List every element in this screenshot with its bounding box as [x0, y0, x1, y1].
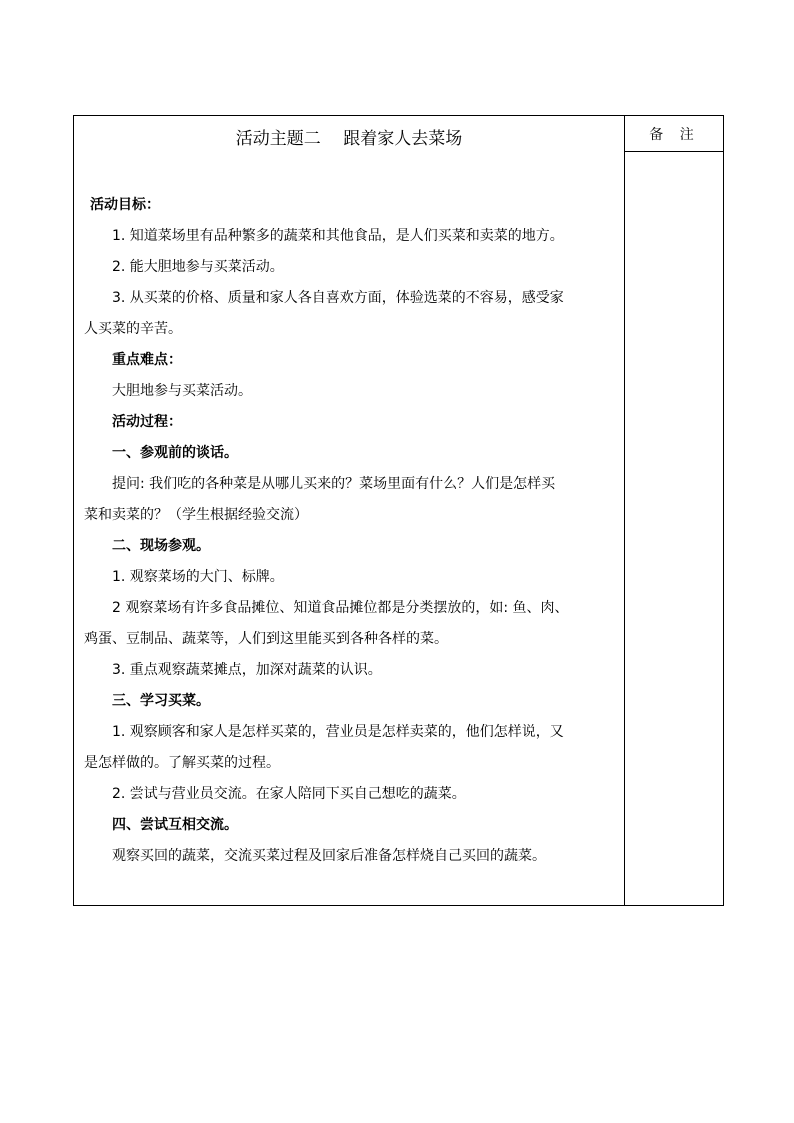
- remarks-header: 备 注: [649, 126, 700, 143]
- step-3-heading: 三、学习买菜。: [112, 693, 210, 709]
- process-heading: 活动过程：: [112, 414, 182, 430]
- step-4-heading: 四、尝试互相交流。: [112, 817, 238, 833]
- step-1-line-2: 菜和卖菜的？（学生根据经验交流）: [84, 507, 308, 523]
- goal-3-line-1: 3. 从买菜的价格、质量和家人各自喜欢方面，体验选菜的不容易，感受家: [112, 290, 564, 306]
- step-3-item-2: 2. 尝试与营业员交流。在家人陪同下买自己想吃的蔬菜。: [112, 786, 466, 802]
- goals-heading: 活动目标：: [90, 197, 160, 213]
- goal-2: 2. 能大胆地参与买菜活动。: [112, 259, 284, 275]
- column-divider: [624, 116, 625, 905]
- step-1-heading: 一、参观前的谈话。: [112, 445, 238, 461]
- step-2-item-3: 3. 重点观察蔬菜摊点，加深对蔬菜的认识。: [112, 662, 382, 678]
- step-2-item-2-line-2: 鸡蛋、豆制品、蔬菜等，人们到这里能买到各种各样的菜。: [84, 631, 448, 647]
- goal-1: 1. 知道菜场里有品种繁多的蔬菜和其他食品，是人们买菜和卖菜的地方。: [112, 228, 564, 244]
- step-3-item-1-line-2: 是怎样做的。了解买菜的过程。: [84, 755, 280, 771]
- lesson-content: [84, 190, 619, 872]
- lesson-plan-table: [73, 115, 724, 906]
- step-2-heading: 二、现场参观。: [112, 538, 210, 554]
- step-1-line-1: 提问: 我们吃的各种菜是从哪儿买来的？菜场里面有什么？人们是怎样买: [112, 476, 556, 492]
- activity-title: 活动主题二 跟着家人去菜场: [235, 128, 463, 149]
- step-2-item-2-line-1: 2 观察菜场有许多食品摊位、知道食品摊位都是分类摆放的，如: 鱼、肉、: [112, 600, 569, 616]
- step-4-text: 观察买回的蔬菜，交流买菜过程及回家后准备怎样烧自己买回的蔬菜。: [112, 848, 546, 864]
- remarks-header-divider: [625, 151, 724, 152]
- step-3-item-1-line-1: 1. 观察顾客和家人是怎样买菜的，营业员是怎样卖菜的，他们怎样说，又: [112, 724, 564, 740]
- step-2-item-1: 1. 观察菜场的大门、标牌。: [112, 569, 284, 585]
- goal-3-line-2: 人买菜的辛苦。: [84, 321, 182, 337]
- key-points-text: 大胆地参与买菜活动。: [112, 383, 252, 399]
- key-points-heading: 重点难点：: [112, 352, 182, 368]
